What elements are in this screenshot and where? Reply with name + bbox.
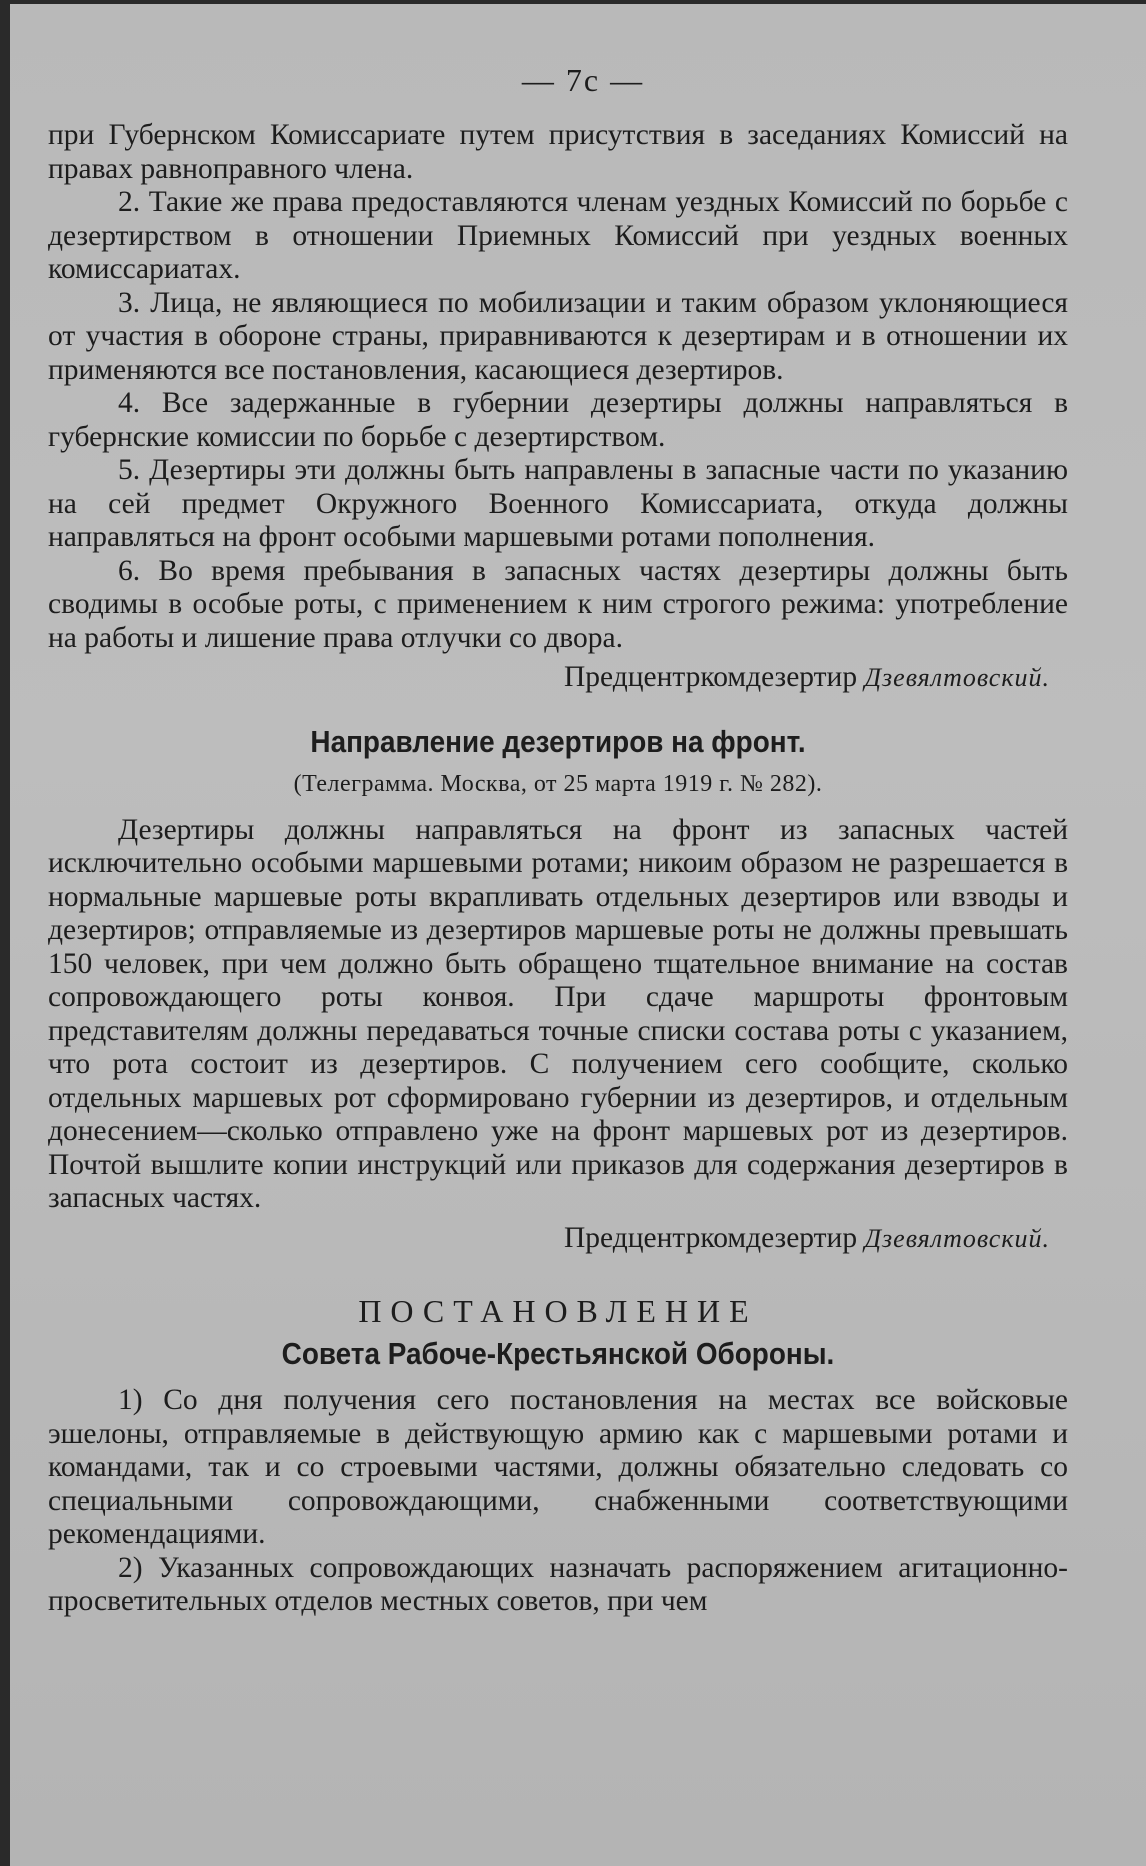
paragraph: при Губернском Комиссариате путем присутствия в заседаниях Комиссий на правах равноправного члена.	[48, 119, 1068, 185]
signature	[48, 661, 1068, 695]
paragraph: 1) Со дня получения сего постановления на местах все войсковые эшелоны, отправляемые в действующую армию как с маршевыми ротами и командами, так и со строевыми частями, должны обязательно следовать со специальными сопровождающими, снабженными соответствующими рекомендациями.	[48, 1384, 1068, 1550]
paragraph: 3. Лица, не являющиеся по мобилизации и таким образом уклоняющиеся от участия в обороне страны, приравниваются к дезертирам и в отношении их применяются все постановления, касающиеся дезертиров.	[48, 286, 1068, 386]
signature-name: Дзевялтовский.	[864, 663, 1050, 692]
decree-subheading: Совета Рабоче-Крестьянской Обороны.	[281, 1335, 835, 1371]
section-subtitle: (Телеграмма. Москва, от 25 марта 1919 г. № 282).	[293, 771, 823, 797]
signature-title: Предцентркомдезертир	[563, 1221, 858, 1254]
paragraph: Дезертиры должны направляться на фронт из запасных частей исключительно особыми маршевыми ротами; никоим образом не разрешается в нормальные маршевые роты вкрапливать отдельных дезертиров или взводы и дезертиров; отправляемые из дезертиров маршевые роты не должны превышать 150 человек, при чем должно быть обращено тщательное внимание на состав сопровождающего роты конвоя. При сдаче маршроты фронтовым представителям должны передаваться точные списки состава роты с указанием, что рота состоит из дезертиров. С получением сего сообщите, сколько отдельных маршевых рот сформировано губернии из дезертиров, и отдельным донесением—сколько отправлено уже на фронт маршевых рот из дезертиров. Почтой вышлите копии инструкций или приказов для содержания дезертиров в запасных частях.	[48, 813, 1068, 1214]
signature-title: Предцентркомдезертир	[563, 661, 858, 693]
page-number: — 7с —	[521, 62, 645, 98]
paragraph: 2) Указанных сопровождающих назначать распоряжением агитационно-просветительных отделов местных советов, при чем	[48, 1551, 1068, 1617]
paragraph: 5. Дезертиры эти должны быть направлены в запасные части по указанию на сей предмет Окружного Военного Комиссариата, откуда должны направляться на фронт особыми маршевыми ротами пополнения.	[48, 454, 1068, 553]
signature	[48, 1222, 1068, 1256]
page-content	[48, 119, 1068, 1619]
decree-heading: ПОСТАНОВЛЕНИЕ	[358, 1293, 758, 1329]
paragraph: 6. Во время пребывания в запасных частях дезертиры должны быть сводимы в особые роты, с применением к ним строгого режима: употребление на работы и лишение права отлучки со двора.	[48, 554, 1068, 654]
paragraph: 2. Такие же права предоставляются членам уездных Комиссий по борьбе с дезертирством в отношении Приемных Комиссий при уездных военных комиссариатах.	[48, 186, 1068, 285]
paragraph: 4. Все задержанные в губернии дезертиры должны направляться в губернские комиссии по борьбе с дезертирством.	[48, 387, 1068, 453]
section-title: Направление дезертиров на фронт.	[310, 723, 806, 759]
signature-name: Дзевялтовский.	[864, 1223, 1050, 1253]
